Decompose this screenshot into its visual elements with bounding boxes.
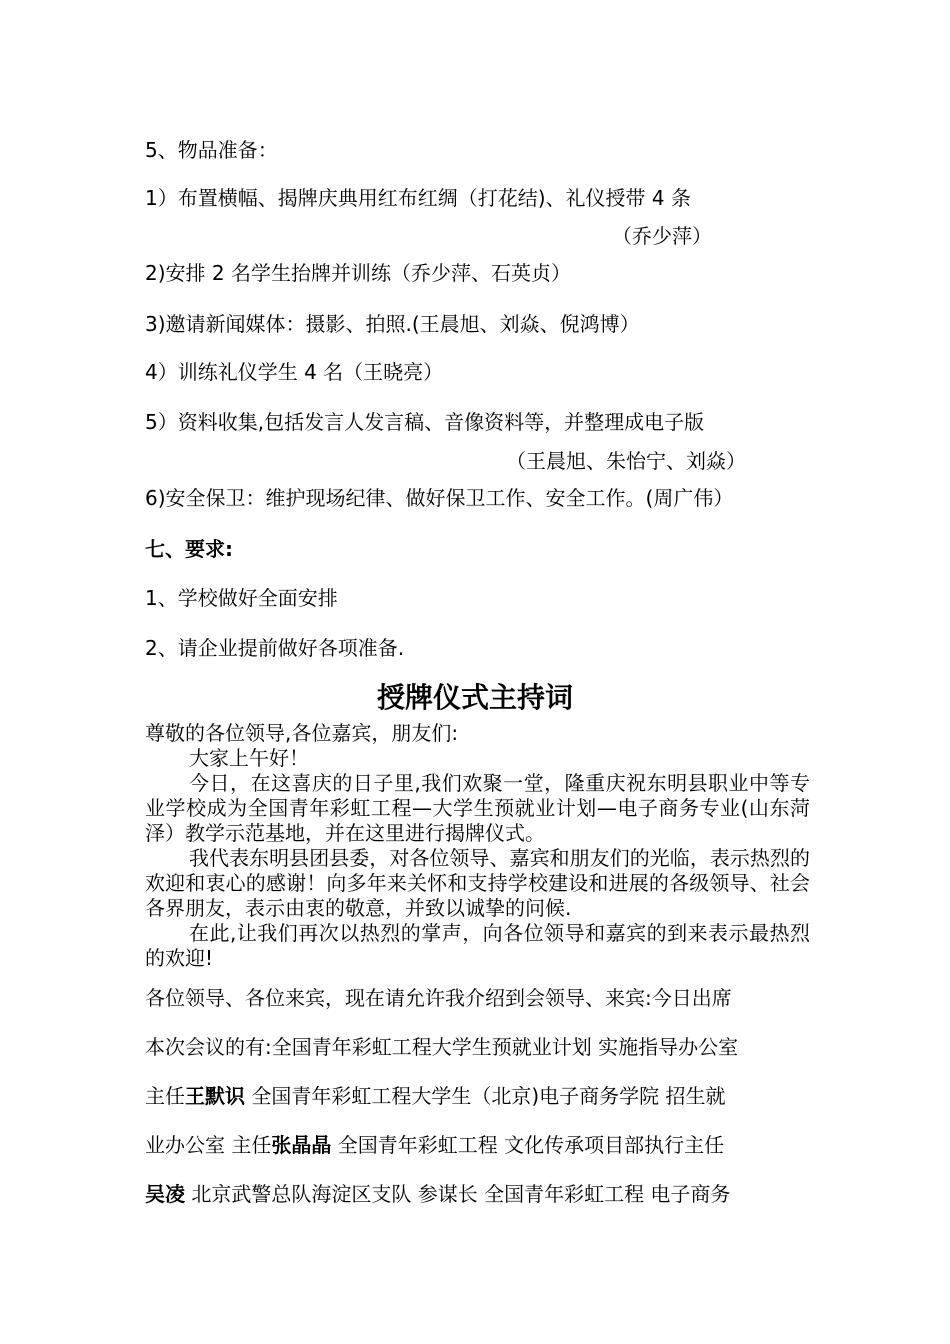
- intro-line-3: [145, 1084, 726, 1108]
- guest-name: 王默识: [185, 1084, 245, 1108]
- item-2: 2)安排 2 名学生抬牌并训练（乔少萍、石英贞）: [145, 261, 571, 285]
- item-6: 6)安全保卫：维护现场纪律、做好保卫工作、安全工作。(周广伟）: [145, 486, 734, 510]
- item-1: 1）布置横幅、揭牌庆典用红布红绸（打花结)、礼仪授带 4 条: [145, 186, 691, 210]
- guest-name: 吴凌: [145, 1182, 185, 1206]
- intro-line-5: [145, 1182, 730, 1206]
- intro-line-4: [145, 1133, 724, 1157]
- greeting: 大家上午好！: [189, 746, 309, 770]
- intro-text: 全国青年彩虹工程大学生（北京)电子商务学院 招生就: [245, 1084, 726, 1108]
- intro-line-2: 本次会议的有:全国青年彩虹工程大学生预就业计划 实施指导办公室: [145, 1035, 739, 1059]
- requirement-1: 1、学校做好全面安排: [145, 586, 338, 610]
- section5-heading: 5、物品准备：: [145, 138, 278, 162]
- intro-line-1: 各位领导、各位来宾，现在请允许我介绍到会领导、来宾:今日出席: [145, 986, 732, 1010]
- item-3: 3)邀请新闻媒体：摄影、拍照.(王晨旭、刘焱、倪鸿博）: [145, 312, 640, 336]
- item-1-owner: （乔少萍）: [612, 224, 712, 248]
- requirement-2: 2、请企业提前做好各项准备.: [145, 636, 405, 660]
- intro-text: 北京武警总队海淀区支队 参谋长 全国青年彩虹工程 电子商务: [185, 1182, 731, 1206]
- speech-title: 授牌仪式主持词: [376, 681, 573, 714]
- guest-name: 张晶晶: [271, 1133, 332, 1157]
- item-4: 4）训练礼仪学生 4 名（王晓亮）: [145, 360, 444, 384]
- paragraph-2: 我代表东明县团县委，对各位领导、嘉宾和朋友们的光临，表示热烈的欢迎和衷心的感谢！向多年来关怀和支持学校建设和进展的各级领导、社会各界朋友，表示由衷的敬意，并致以诚挚的问候.: [145, 846, 810, 920]
- intro-text: 业办公室 主任: [145, 1133, 272, 1157]
- intro-text: 全国青年彩虹工程 文化传承项目部执行主任: [331, 1133, 725, 1157]
- paragraph-3: 在此,让我们再次以热烈的掌声，向各位领导和嘉宾的到来表示最热烈的欢迎!: [145, 921, 810, 970]
- item-5: 5）资料收集,包括发言人发言稿、音像资料等，并整理成电子版: [145, 410, 705, 434]
- salutation: 尊敬的各位领导,各位嘉宾，朋友们:: [145, 721, 459, 745]
- item-5-owner: （王晨旭、朱怡宁、刘焱）: [506, 449, 746, 473]
- section7-heading: 七、要求:: [145, 537, 233, 561]
- paragraph-1: 今日，在这喜庆的日子里,我们欢聚一堂，隆重庆祝东明县职业中等专业学校成为全国青年彩虹工程—大学生预就业计划—电子商务专业(山东菏泽）教学示范基地，并在这里进行揭牌仪式。: [145, 771, 810, 845]
- intro-text: 主任: [145, 1084, 185, 1108]
